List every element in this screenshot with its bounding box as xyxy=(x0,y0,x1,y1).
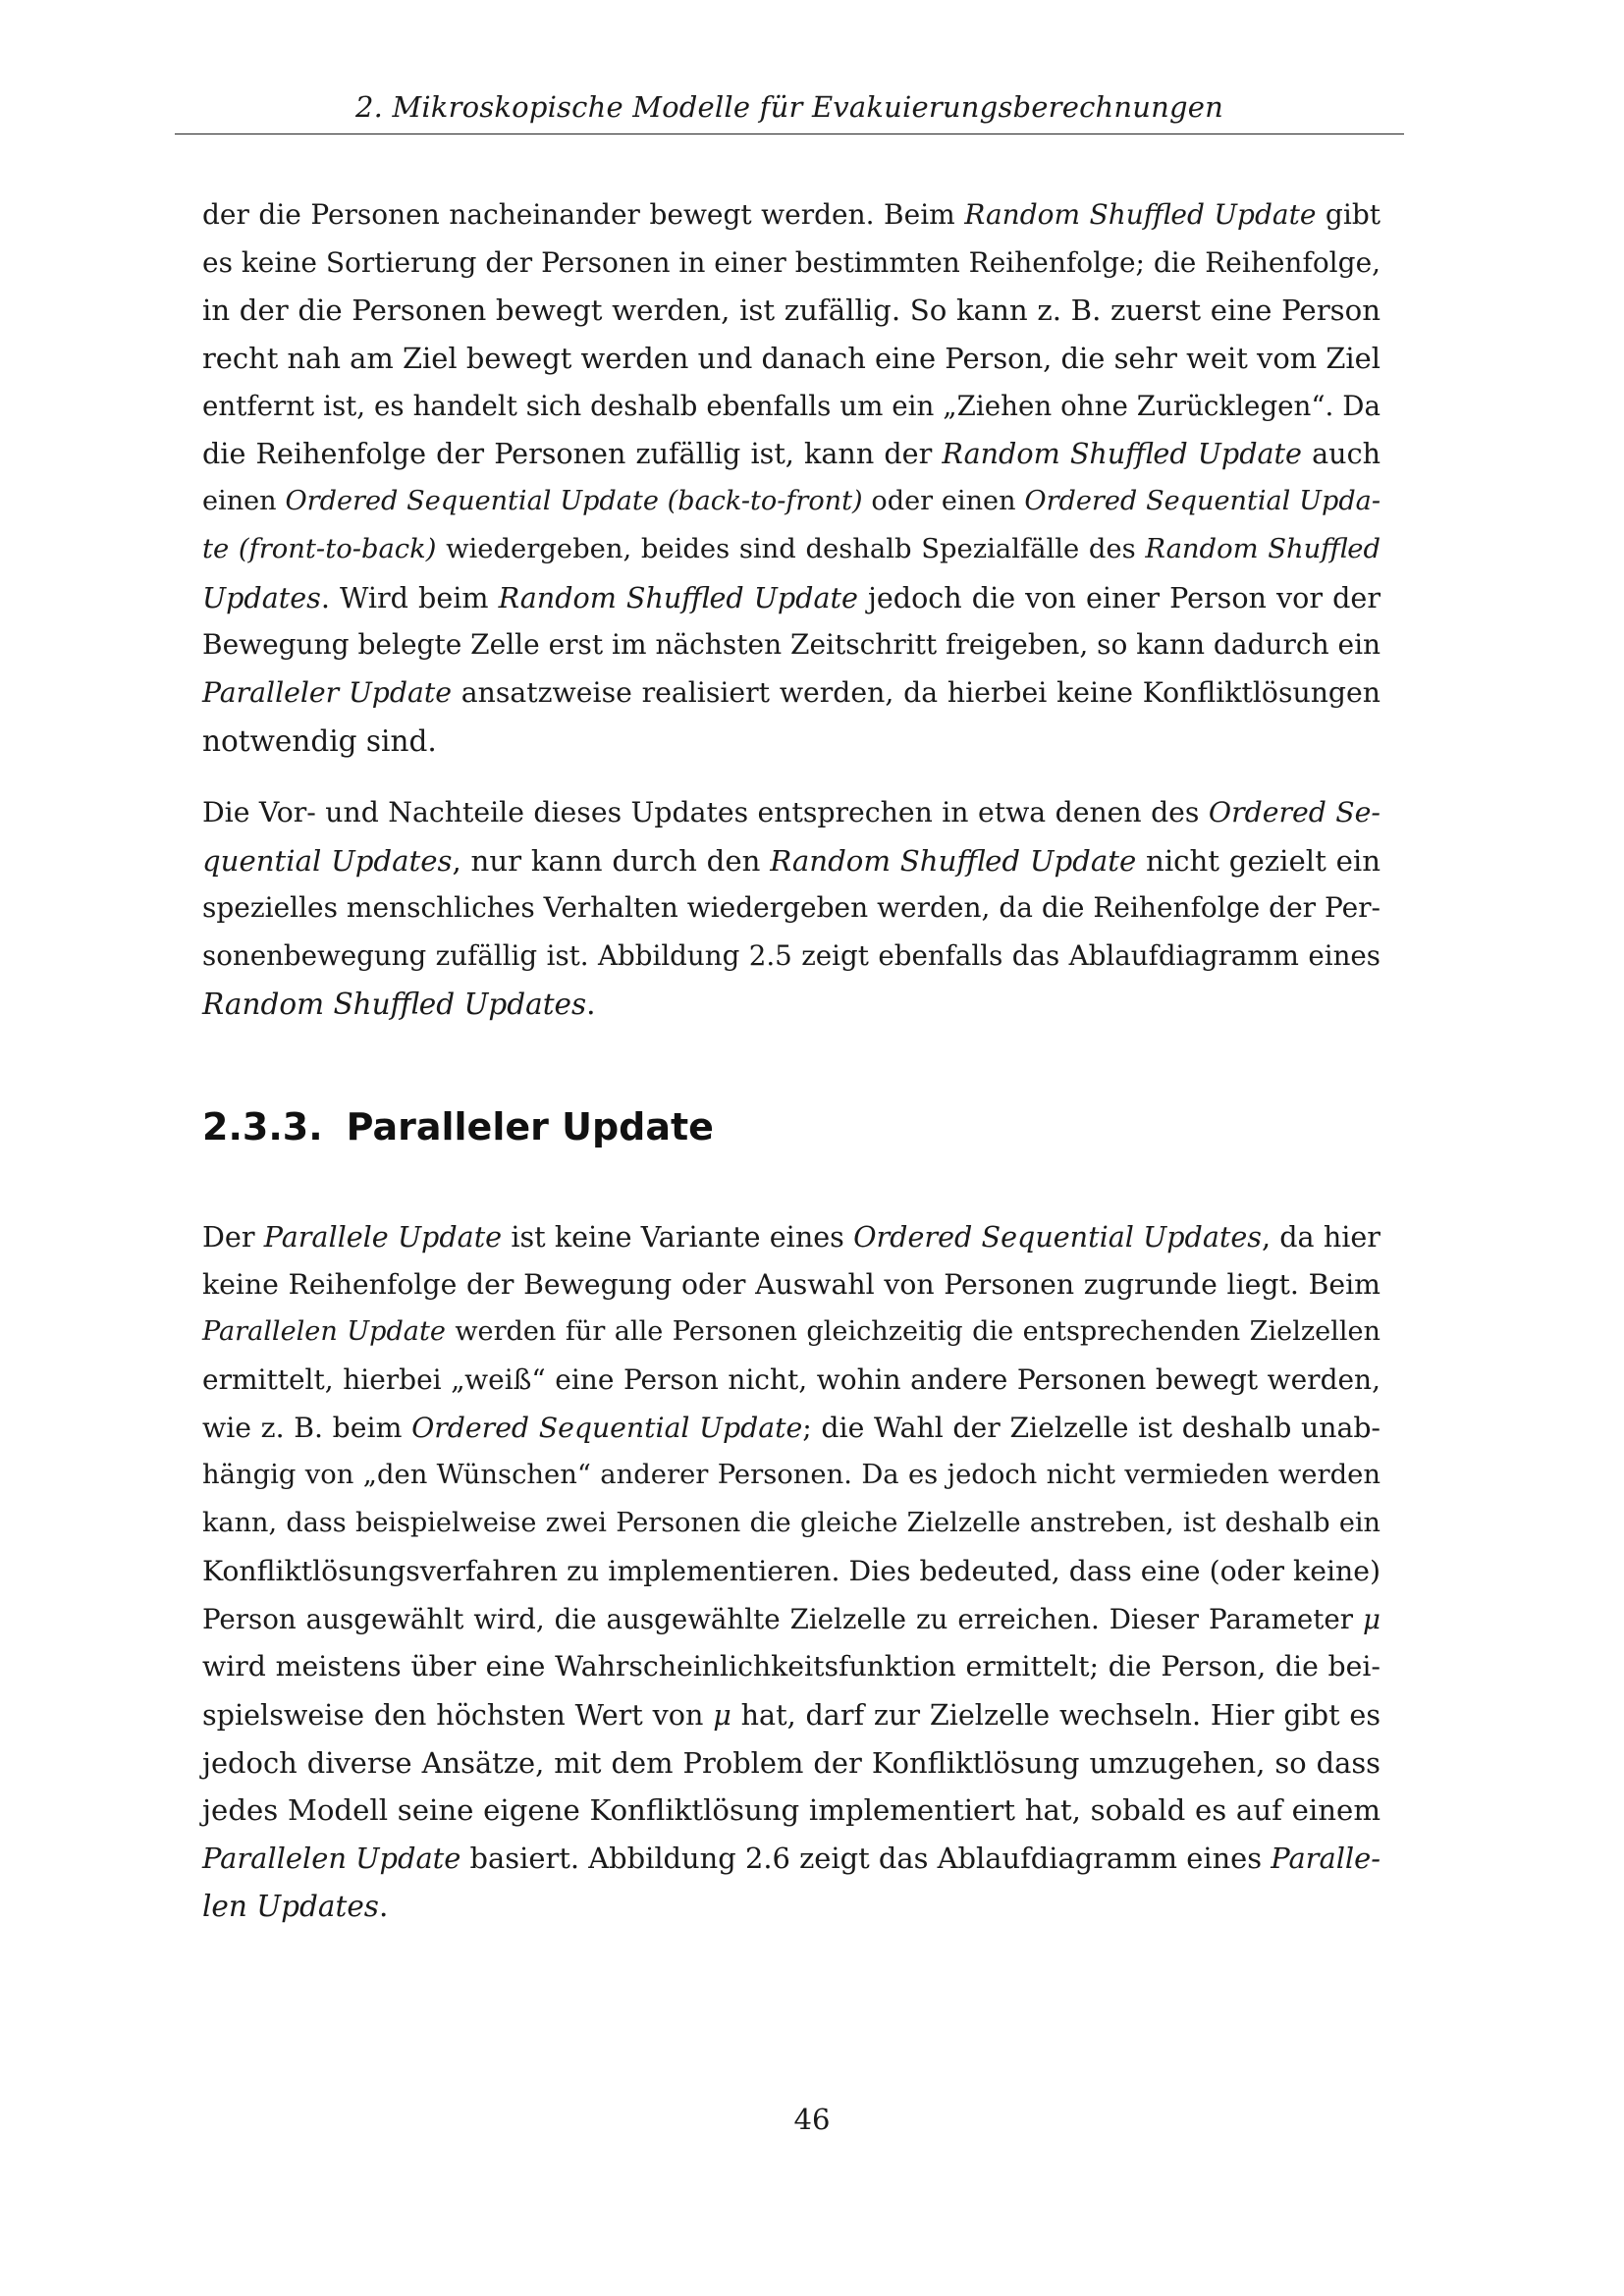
section-heading xyxy=(202,1105,714,1148)
paragraph-1 xyxy=(202,191,1380,765)
text-line: len Updates. xyxy=(202,1889,389,1923)
text-line: Parallelen Update werden für alle Personen gleichzeitig die entsprechenden Zielzellen xyxy=(202,1316,1380,1348)
text-line: spezielles menschliches Verhalten wiedergeben werden, da die Reihenfolge der Per- xyxy=(202,891,1380,925)
running-header: 2. Mikroskopische Modelle für Evakuierungsberechnungen xyxy=(354,90,1224,124)
text-line: ermittelt, hierbei „weiß“ eine Person nicht, wohin andere Personen bewegt werden, xyxy=(202,1363,1380,1397)
text-line: Person ausgewählt wird, die ausgewählte Zielzelle zu erreichen. Dieser Parameter μ xyxy=(202,1602,1380,1635)
text-line: Random Shuffled Updates. xyxy=(202,987,596,1021)
paragraph-2 xyxy=(202,789,1380,1028)
text-line: einen Ordered Sequential Update (back-to-front) oder einen Ordered Sequential Upda- xyxy=(202,486,1380,517)
text-line: Bewegung belegte Zelle erst im nächsten Zeitschritt freigeben, so kann dadurch ein xyxy=(202,628,1381,662)
text-line: Konfliktlösungsverfahren zu implementieren. Dies bedeuted, dass eine (oder keine) xyxy=(202,1554,1380,1587)
text-line: die Reihenfolge der Personen zufällig ist, kann der Random Shuffled Update auch xyxy=(202,437,1380,471)
text-line: hängig von „den Wünschen“ anderer Personen. Da es jedoch nicht vermieden werden xyxy=(202,1460,1380,1491)
section-number: 2.3.3. xyxy=(202,1105,323,1148)
text-line: quential Updates, nur kann durch den Random Shuffled Update nicht gezielt ein xyxy=(202,843,1380,878)
text-line: entfernt ist, es handelt sich deshalb ebenfalls um ein „Ziehen ohne Zurücklegen“. Da xyxy=(202,389,1380,422)
text-line: Der Parallele Update ist keine Variante eines Ordered Sequential Updates, da hier xyxy=(202,1220,1380,1254)
text-line: Updates. Wird beim Random Shuffled Update jedoch die von einer Person vor der xyxy=(202,580,1380,614)
section-title: Paralleler Update xyxy=(346,1105,714,1148)
text-line: es keine Sortierung der Personen in einer bestimmten Reihenfolge; die Reihenfolge, xyxy=(202,245,1381,279)
text-line: wird meistens über eine Wahrscheinlichkeitsfunktion ermittelt; die Person, die bei- xyxy=(202,1650,1380,1683)
text-line: der die Personen nacheinander bewegt werden. Beim Random Shuffled Update gibt xyxy=(202,198,1380,231)
text-line: notwendig sind. xyxy=(202,723,437,758)
text-line: recht nah am Ziel bewegt werden und danach eine Person, die sehr weit vom Ziel xyxy=(202,342,1380,376)
text-line: Paralleler Update ansatzweise realisiert werden, da hierbei keine Konfliktlösungen xyxy=(202,675,1380,709)
text-line: Parallelen Update basiert. Abbildung 2.6 zeigt das Ablaufdiagramm eines Paralle- xyxy=(202,1841,1381,1875)
text-line: wie z. B. beim Ordered Sequential Update; die Wahl der Zielzelle ist deshalb unab- xyxy=(202,1411,1380,1444)
paragraph-3 xyxy=(202,1213,1380,1930)
header-rule xyxy=(175,133,1404,134)
text-line: jedoch diverse Ansätze, mit dem Problem der Konfliktlösung umzugehen, so dass xyxy=(202,1745,1380,1780)
text-line: jedes Modell seine eigene Konfliktlösung implementiert hat, sobald es auf einem xyxy=(202,1793,1380,1828)
text-line: in der die Personen bewegt werden, ist zufällig. So kann z. B. zuerst eine Person xyxy=(202,294,1380,328)
page-number: 46 xyxy=(793,2103,831,2136)
text-line: te (front-to-back) wiedergeben, beides sind deshalb Spezialfälle des Random Shuffled xyxy=(202,533,1381,564)
text-line: keine Reihenfolge der Bewegung oder Auswahl von Personen zugrunde liegt. Beim xyxy=(202,1267,1380,1301)
text-line: sonenbewegung zufällig ist. Abbildung 2.5 zeigt ebenfalls das Ablaufdiagramm eines xyxy=(202,939,1380,973)
text-line: spielsweise den höchsten Wert von μ hat, darf zur Zielzelle wechseln. Hier gibt es xyxy=(202,1697,1380,1732)
text-line: Die Vor- und Nachteile dieses Updates entsprechen in etwa denen des Ordered Se- xyxy=(202,796,1380,828)
text-line: kann, dass beispielweise zwei Personen die gleiche Zielzelle anstreben, ist deshalb ein xyxy=(202,1508,1380,1539)
